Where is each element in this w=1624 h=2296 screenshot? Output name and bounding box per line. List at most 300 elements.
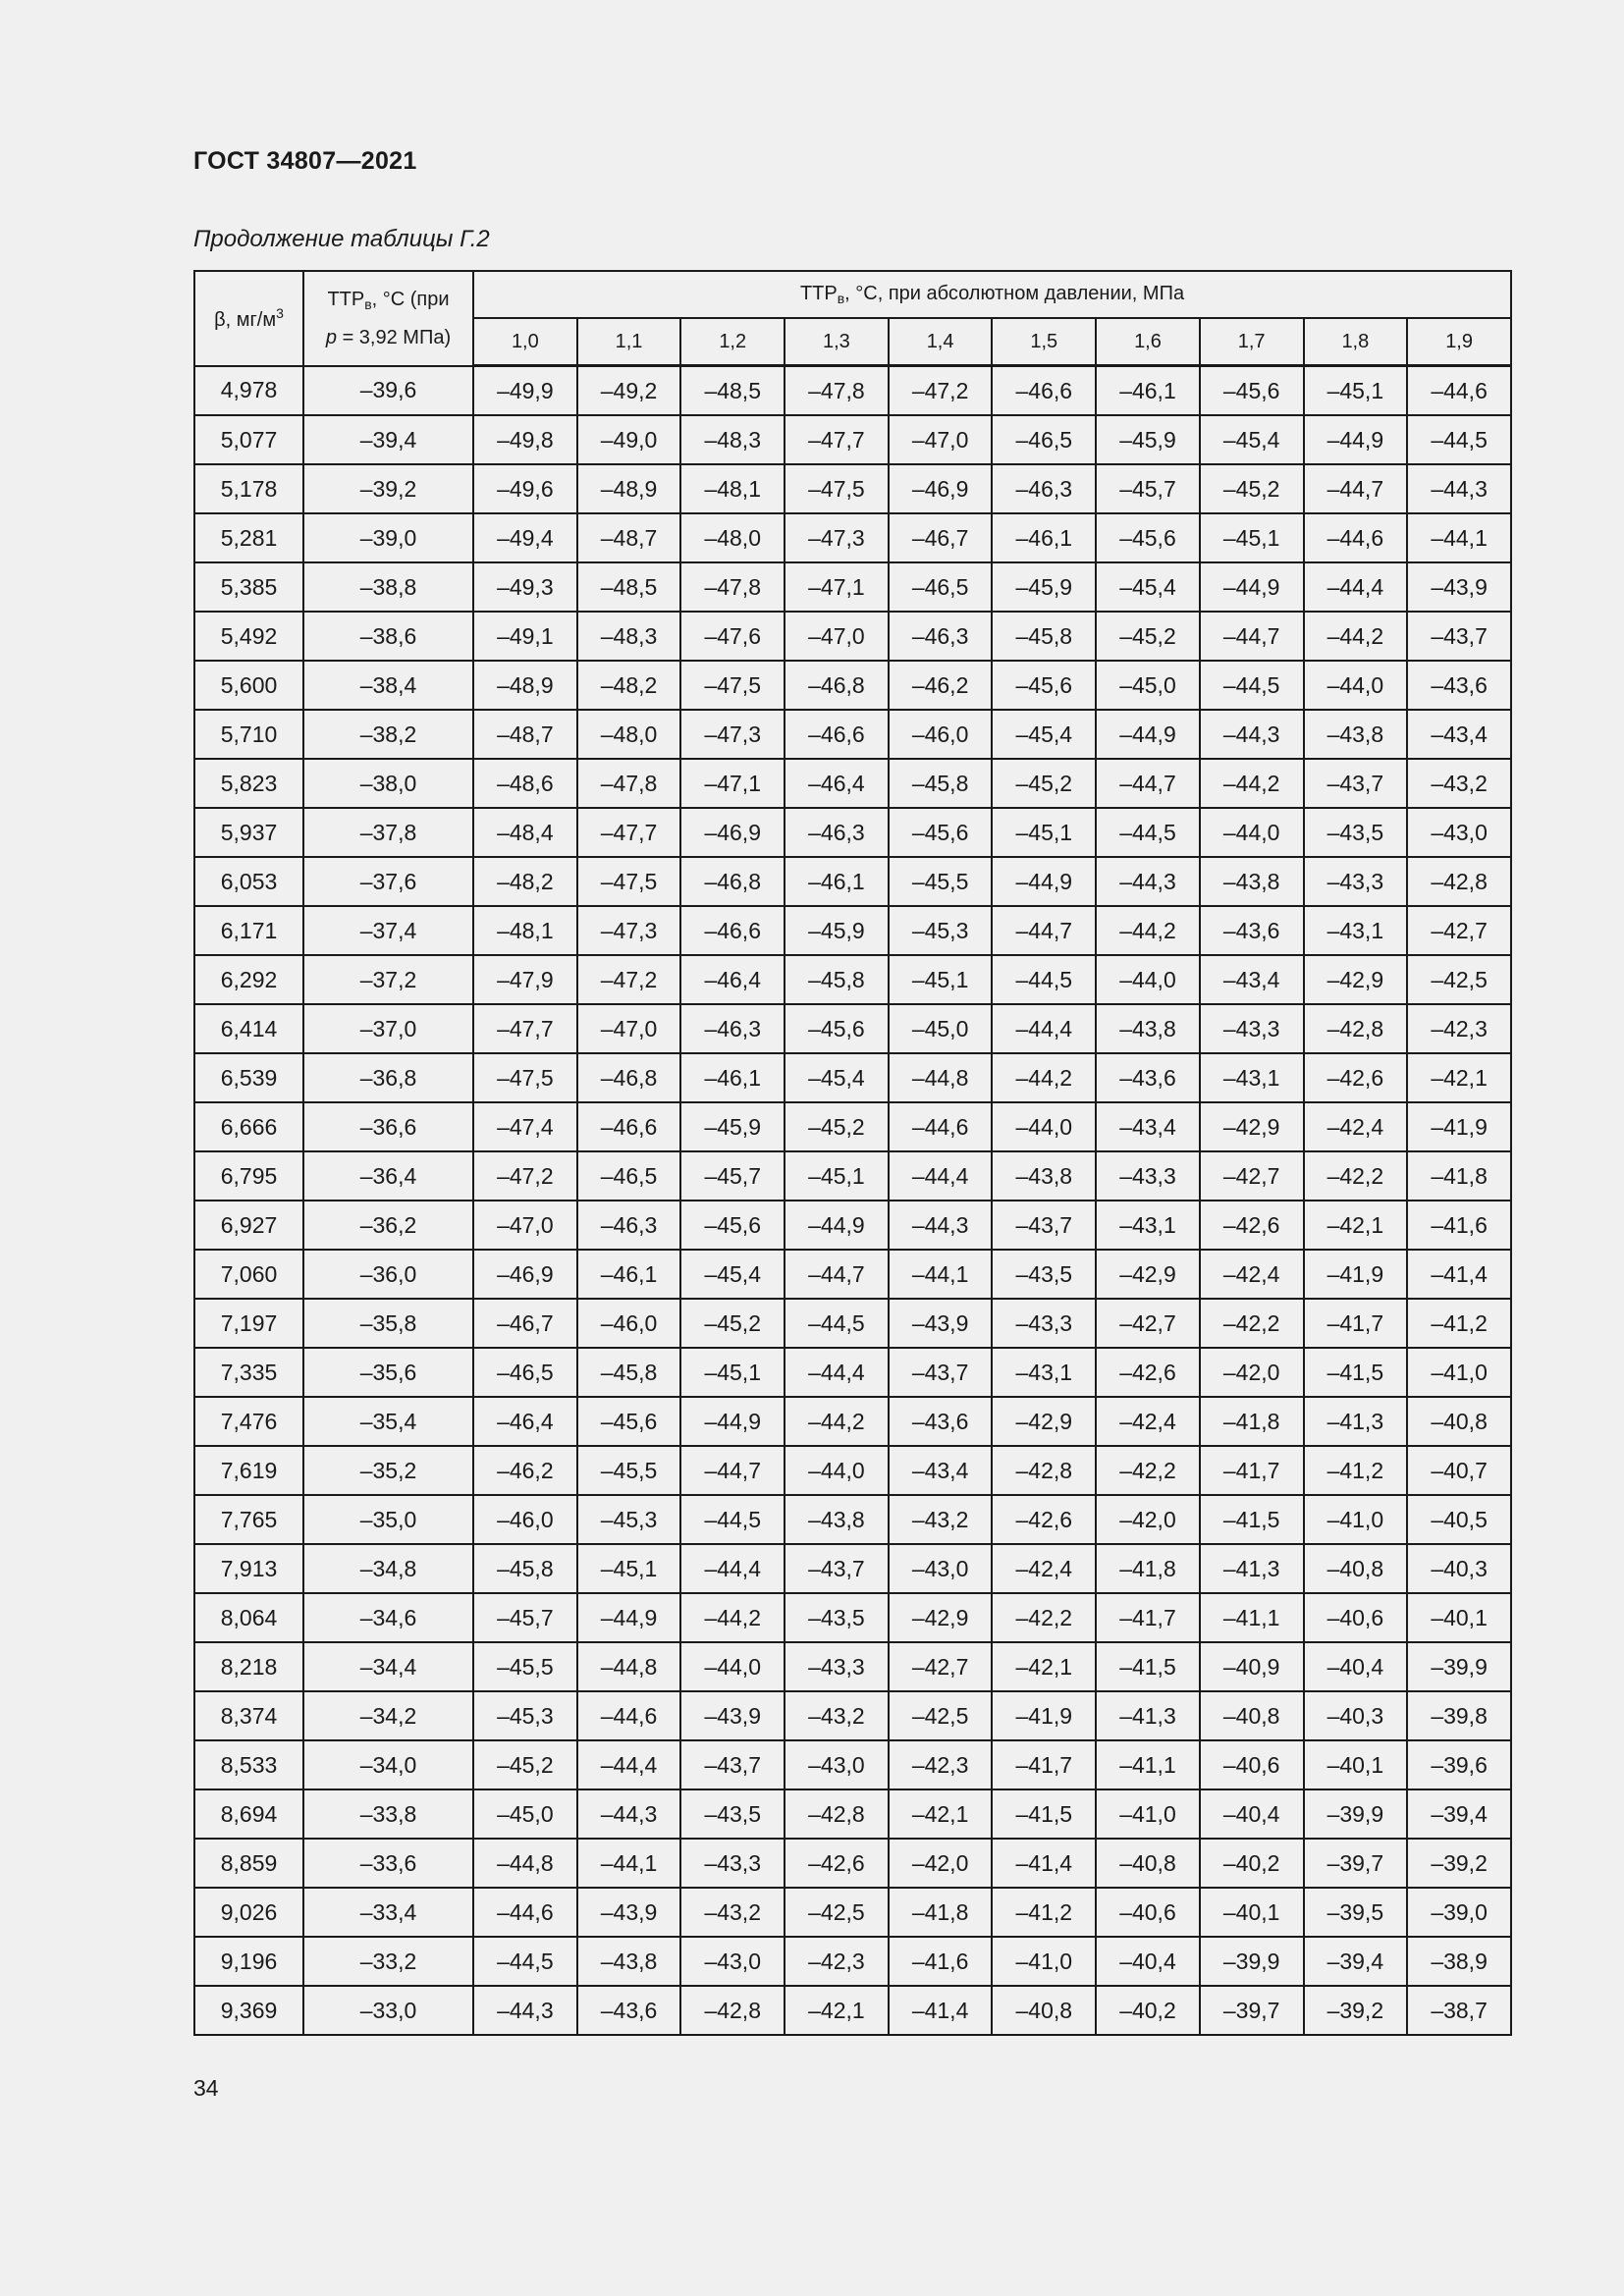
cell-ttp-value: –45,0 bbox=[1096, 661, 1200, 710]
cell-ttp-value: –41,8 bbox=[1096, 1544, 1200, 1593]
cell-ttp-value: –47,8 bbox=[785, 366, 889, 416]
cell-ttp-value: –44,4 bbox=[889, 1151, 993, 1201]
cell-ttp-value: –44,2 bbox=[1304, 612, 1408, 661]
cell-ttp-value: –46,0 bbox=[577, 1299, 681, 1348]
cell-ttp-reference: –34,0 bbox=[303, 1740, 473, 1789]
cell-ttp-value: –44,8 bbox=[577, 1642, 681, 1691]
cell-ttp-value: –40,8 bbox=[1096, 1839, 1200, 1888]
cell-ttp-value: –42,2 bbox=[1096, 1446, 1200, 1495]
cell-ttp-value: –42,0 bbox=[1096, 1495, 1200, 1544]
cell-ttp-reference: –35,6 bbox=[303, 1348, 473, 1397]
cell-ttp-value: –43,3 bbox=[680, 1839, 785, 1888]
cell-ttp-value: –40,8 bbox=[992, 1986, 1096, 2035]
cell-ttp-value: –43,9 bbox=[577, 1888, 681, 1937]
cell-ttp-value: –45,5 bbox=[473, 1642, 577, 1691]
cell-ttp-value: –40,6 bbox=[1200, 1740, 1304, 1789]
cell-ttp-value: –47,4 bbox=[473, 1102, 577, 1151]
cell-ttp-value: –44,6 bbox=[577, 1691, 681, 1740]
cell-ttp-value: –42,6 bbox=[1096, 1348, 1200, 1397]
cell-ttp-value: –45,9 bbox=[992, 562, 1096, 612]
cell-ttp-value: –43,4 bbox=[1096, 1102, 1200, 1151]
table-row bbox=[194, 661, 1511, 710]
cell-ttp-value: –42,9 bbox=[1200, 1102, 1304, 1151]
cell-ttp-value: –42,8 bbox=[785, 1789, 889, 1839]
cell-ttp-value: –45,8 bbox=[577, 1348, 681, 1397]
cell-beta: 7,765 bbox=[194, 1495, 303, 1544]
cell-ttp-value: –43,7 bbox=[785, 1544, 889, 1593]
cell-ttp-value: –41,1 bbox=[1200, 1593, 1304, 1642]
cell-beta: 8,533 bbox=[194, 1740, 303, 1789]
cell-ttp-value: –41,9 bbox=[992, 1691, 1096, 1740]
cell-ttp-value: –46,5 bbox=[577, 1151, 681, 1201]
cell-ttp-value: –43,4 bbox=[889, 1446, 993, 1495]
cell-ttp-value: –45,2 bbox=[992, 759, 1096, 808]
cell-ttp-value: –42,7 bbox=[1407, 906, 1511, 955]
header-pressure-cell: 1,4 bbox=[889, 318, 993, 366]
cell-ttp-value: –43,1 bbox=[992, 1348, 1096, 1397]
cell-ttp-value: –46,4 bbox=[785, 759, 889, 808]
cell-ttp-value: –44,0 bbox=[1304, 661, 1408, 710]
cell-ttp-value: –44,0 bbox=[680, 1642, 785, 1691]
cell-ttp-value: –44,5 bbox=[1096, 808, 1200, 857]
cell-ttp-value: –45,4 bbox=[785, 1053, 889, 1102]
cell-ttp-value: –40,1 bbox=[1200, 1888, 1304, 1937]
cell-ttp-value: –48,7 bbox=[577, 513, 681, 562]
cell-ttp-value: –44,8 bbox=[473, 1839, 577, 1888]
table-row bbox=[194, 1544, 1511, 1593]
cell-ttp-value: –48,3 bbox=[680, 415, 785, 464]
cell-ttp-value: –42,4 bbox=[1304, 1102, 1408, 1151]
cell-ttp-value: –45,1 bbox=[1304, 366, 1408, 416]
cell-ttp-value: –46,5 bbox=[473, 1348, 577, 1397]
cell-ttp-value: –46,1 bbox=[577, 1250, 681, 1299]
cell-ttp-value: –43,0 bbox=[680, 1937, 785, 1986]
cell-ttp-value: –43,0 bbox=[889, 1544, 993, 1593]
cell-ttp-value: –46,4 bbox=[473, 1397, 577, 1446]
cell-ttp-value: –44,5 bbox=[680, 1495, 785, 1544]
cell-ttp-value: –49,0 bbox=[577, 415, 681, 464]
cell-ttp-value: –45,4 bbox=[680, 1250, 785, 1299]
table-row bbox=[194, 955, 1511, 1004]
cell-ttp-value: –47,3 bbox=[785, 513, 889, 562]
cell-beta: 8,218 bbox=[194, 1642, 303, 1691]
cell-ttp-value: –44,9 bbox=[1096, 710, 1200, 759]
cell-ttp-value: –45,4 bbox=[1200, 415, 1304, 464]
cell-ttp-value: –45,8 bbox=[992, 612, 1096, 661]
cell-beta: 8,694 bbox=[194, 1789, 303, 1839]
cell-ttp-value: –43,1 bbox=[1200, 1053, 1304, 1102]
cell-ttp-value: –44,0 bbox=[1200, 808, 1304, 857]
cell-ttp-value: –45,2 bbox=[1200, 464, 1304, 513]
cell-ttp-value: –40,4 bbox=[1304, 1642, 1408, 1691]
cell-ttp-value: –47,1 bbox=[680, 759, 785, 808]
cell-ttp-value: –45,0 bbox=[889, 1004, 993, 1053]
cell-ttp-value: –43,8 bbox=[1304, 710, 1408, 759]
cell-ttp-value: –45,6 bbox=[1200, 366, 1304, 416]
cell-ttp-value: –40,5 bbox=[1407, 1495, 1511, 1544]
cell-ttp-value: –42,3 bbox=[1407, 1004, 1511, 1053]
cell-ttp-reference: –38,2 bbox=[303, 710, 473, 759]
cell-ttp-value: –43,8 bbox=[992, 1151, 1096, 1201]
cell-ttp-value: –49,8 bbox=[473, 415, 577, 464]
cell-ttp-value: –44,4 bbox=[577, 1740, 681, 1789]
cell-ttp-value: –45,6 bbox=[577, 1397, 681, 1446]
table-row bbox=[194, 759, 1511, 808]
cell-ttp-value: –49,3 bbox=[473, 562, 577, 612]
table-caption: Продолжение таблицы Г.2 bbox=[193, 226, 490, 252]
cell-ttp-value: –47,5 bbox=[680, 661, 785, 710]
table-row bbox=[194, 366, 1511, 416]
cell-ttp-value: –44,5 bbox=[992, 955, 1096, 1004]
cell-ttp-value: –47,7 bbox=[577, 808, 681, 857]
cell-ttp-value: –44,5 bbox=[785, 1299, 889, 1348]
cell-ttp-value: –49,4 bbox=[473, 513, 577, 562]
cell-ttp-value: –45,1 bbox=[992, 808, 1096, 857]
cell-ttp-value: –43,9 bbox=[1407, 562, 1511, 612]
table-row bbox=[194, 1201, 1511, 1250]
cell-ttp-reference: –38,6 bbox=[303, 612, 473, 661]
cell-ttp-value: –46,8 bbox=[577, 1053, 681, 1102]
cell-ttp-value: –46,8 bbox=[785, 661, 889, 710]
cell-ttp-value: –43,9 bbox=[680, 1691, 785, 1740]
header-pressure-cell: 1,0 bbox=[473, 318, 577, 366]
table-row bbox=[194, 857, 1511, 906]
cell-ttp-reference: –36,8 bbox=[303, 1053, 473, 1102]
cell-ttp-value: –43,3 bbox=[1200, 1004, 1304, 1053]
cell-ttp-value: –40,6 bbox=[1096, 1888, 1200, 1937]
cell-ttp-reference: –34,8 bbox=[303, 1544, 473, 1593]
cell-ttp-value: –43,5 bbox=[992, 1250, 1096, 1299]
cell-ttp-value: –46,9 bbox=[473, 1250, 577, 1299]
cell-ttp-value: –43,6 bbox=[1096, 1053, 1200, 1102]
cell-ttp-value: –39,7 bbox=[1200, 1986, 1304, 2035]
cell-ttp-value: –42,1 bbox=[889, 1789, 993, 1839]
table-row bbox=[194, 1102, 1511, 1151]
cell-ttp-value: –48,0 bbox=[680, 513, 785, 562]
cell-ttp-value: –47,7 bbox=[785, 415, 889, 464]
cell-ttp-value: –42,7 bbox=[889, 1642, 993, 1691]
cell-ttp-value: –47,3 bbox=[680, 710, 785, 759]
cell-ttp-value: –43,3 bbox=[1096, 1151, 1200, 1201]
cell-ttp-value: –43,2 bbox=[889, 1495, 993, 1544]
cell-ttp-value: –41,5 bbox=[1096, 1642, 1200, 1691]
cell-ttp-value: –42,8 bbox=[992, 1446, 1096, 1495]
cell-ttp-reference: –35,2 bbox=[303, 1446, 473, 1495]
cell-ttp-value: –46,5 bbox=[889, 562, 993, 612]
cell-ttp-value: –44,7 bbox=[992, 906, 1096, 955]
cell-ttp-value: –41,7 bbox=[1304, 1299, 1408, 1348]
cell-ttp-value: –45,2 bbox=[785, 1102, 889, 1151]
cell-beta: 5,492 bbox=[194, 612, 303, 661]
cell-beta: 6,927 bbox=[194, 1201, 303, 1250]
cell-ttp-value: –42,6 bbox=[992, 1495, 1096, 1544]
cell-ttp-value: –43,2 bbox=[785, 1691, 889, 1740]
table-header bbox=[194, 271, 1511, 366]
cell-ttp-value: –45,1 bbox=[680, 1348, 785, 1397]
table-row bbox=[194, 1151, 1511, 1201]
cell-ttp-reference: –34,4 bbox=[303, 1642, 473, 1691]
cell-ttp-value: –46,1 bbox=[992, 513, 1096, 562]
cell-ttp-value: –40,9 bbox=[1200, 1642, 1304, 1691]
cell-ttp-value: –44,9 bbox=[680, 1397, 785, 1446]
cell-ttp-value: –46,9 bbox=[889, 464, 993, 513]
header-row-1 bbox=[194, 271, 1511, 318]
cell-ttp-value: –42,9 bbox=[1304, 955, 1408, 1004]
cell-beta: 6,414 bbox=[194, 1004, 303, 1053]
cell-ttp-value: –45,8 bbox=[473, 1544, 577, 1593]
table-row bbox=[194, 1937, 1511, 1986]
cell-ttp-value: –42,2 bbox=[1200, 1299, 1304, 1348]
cell-ttp-value: –39,0 bbox=[1407, 1888, 1511, 1937]
cell-ttp-value: –44,9 bbox=[785, 1201, 889, 1250]
header-pressure-cell: 1,3 bbox=[785, 318, 889, 366]
cell-ttp-value: –38,7 bbox=[1407, 1986, 1511, 2035]
cell-ttp-value: –48,9 bbox=[577, 464, 681, 513]
cell-ttp-value: –44,6 bbox=[889, 1102, 993, 1151]
cell-ttp-value: –43,6 bbox=[577, 1986, 681, 2035]
table-body bbox=[194, 366, 1511, 2036]
cell-ttp-value: –44,1 bbox=[1407, 513, 1511, 562]
cell-ttp-value: –40,8 bbox=[1407, 1397, 1511, 1446]
cell-ttp-value: –45,8 bbox=[785, 955, 889, 1004]
cell-ttp-reference: –35,0 bbox=[303, 1495, 473, 1544]
page-number: 34 bbox=[193, 2075, 219, 2101]
cell-beta: 6,539 bbox=[194, 1053, 303, 1102]
header-group-suffix: , °С, при абсолютном давлении, МПа bbox=[844, 283, 1185, 304]
cell-ttp-value: –44,3 bbox=[1096, 857, 1200, 906]
cell-ttp-value: –49,2 bbox=[577, 366, 681, 416]
cell-ttp-value: –43,5 bbox=[785, 1593, 889, 1642]
cell-ttp-reference: –37,8 bbox=[303, 808, 473, 857]
header-group-subscript: в bbox=[837, 291, 845, 306]
cell-ttp-value: –47,0 bbox=[577, 1004, 681, 1053]
cell-ttp-value: –42,9 bbox=[992, 1397, 1096, 1446]
cell-ttp-value: –41,0 bbox=[1407, 1348, 1511, 1397]
cell-ttp-value: –45,1 bbox=[577, 1544, 681, 1593]
cell-ttp-value: –41,4 bbox=[889, 1986, 993, 2035]
cell-ttp-value: –42,8 bbox=[1304, 1004, 1408, 1053]
header-pressure-group bbox=[473, 271, 1511, 318]
cell-ttp-value: –42,8 bbox=[680, 1986, 785, 2035]
cell-ttp-value: –44,9 bbox=[1200, 562, 1304, 612]
cell-ttp-value: –44,9 bbox=[1304, 415, 1408, 464]
cell-ttp-value: –39,9 bbox=[1304, 1789, 1408, 1839]
cell-ttp-value: –42,1 bbox=[785, 1986, 889, 2035]
cell-ttp-value: –46,6 bbox=[785, 710, 889, 759]
cell-beta: 8,859 bbox=[194, 1839, 303, 1888]
cell-ttp-reference: –39,0 bbox=[303, 513, 473, 562]
cell-ttp-value: –44,9 bbox=[992, 857, 1096, 906]
header-ttp-subscript: в bbox=[364, 295, 372, 312]
header-beta-label: β, мг/м bbox=[214, 308, 277, 331]
cell-ttp-value: –45,1 bbox=[1200, 513, 1304, 562]
cell-ttp-value: –43,5 bbox=[1304, 808, 1408, 857]
header-pressure-cell: 1,8 bbox=[1304, 318, 1408, 366]
cell-ttp-value: –40,8 bbox=[1200, 1691, 1304, 1740]
cell-ttp-value: –47,0 bbox=[473, 1201, 577, 1250]
header-beta-exponent: 3 bbox=[276, 304, 284, 321]
cell-ttp-value: –46,2 bbox=[473, 1446, 577, 1495]
cell-ttp-value: –44,3 bbox=[577, 1789, 681, 1839]
cell-ttp-value: –41,8 bbox=[1200, 1397, 1304, 1446]
cell-ttp-value: –45,7 bbox=[680, 1151, 785, 1201]
cell-ttp-reference: –39,2 bbox=[303, 464, 473, 513]
header-ttp-pressure: = 3,92 МПа) bbox=[337, 326, 452, 348]
table-row bbox=[194, 464, 1511, 513]
cell-beta: 5,937 bbox=[194, 808, 303, 857]
table-row bbox=[194, 1740, 1511, 1789]
cell-ttp-value: –45,6 bbox=[1096, 513, 1200, 562]
cell-ttp-value: –45,1 bbox=[889, 955, 993, 1004]
cell-ttp-value: –47,5 bbox=[473, 1053, 577, 1102]
cell-ttp-value: –44,2 bbox=[785, 1397, 889, 1446]
header-pressure-cell: 1,9 bbox=[1407, 318, 1511, 366]
cell-ttp-value: –44,5 bbox=[473, 1937, 577, 1986]
cell-beta: 5,178 bbox=[194, 464, 303, 513]
cell-ttp-value: –47,2 bbox=[577, 955, 681, 1004]
cell-ttp-value: –42,9 bbox=[1096, 1250, 1200, 1299]
cell-ttp-value: –42,5 bbox=[1407, 955, 1511, 1004]
cell-ttp-value: –43,8 bbox=[1096, 1004, 1200, 1053]
cell-beta: 9,196 bbox=[194, 1937, 303, 1986]
cell-ttp-reference: –35,8 bbox=[303, 1299, 473, 1348]
cell-beta: 6,795 bbox=[194, 1151, 303, 1201]
cell-ttp-value: –49,9 bbox=[473, 366, 577, 416]
header-pressure-cell: 1,6 bbox=[1096, 318, 1200, 366]
cell-ttp-value: –41,2 bbox=[1407, 1299, 1511, 1348]
cell-ttp-reference: –37,2 bbox=[303, 955, 473, 1004]
cell-ttp-reference: –33,2 bbox=[303, 1937, 473, 1986]
cell-ttp-value: –42,0 bbox=[889, 1839, 993, 1888]
cell-ttp-value: –41,7 bbox=[992, 1740, 1096, 1789]
header-ttp-pressure-var: p bbox=[325, 326, 338, 348]
cell-ttp-value: –40,6 bbox=[1304, 1593, 1408, 1642]
cell-ttp-value: –40,2 bbox=[1096, 1986, 1200, 2035]
cell-ttp-value: –46,1 bbox=[785, 857, 889, 906]
table-row bbox=[194, 1986, 1511, 2035]
cell-ttp-value: –42,3 bbox=[785, 1937, 889, 1986]
cell-ttp-value: –46,3 bbox=[992, 464, 1096, 513]
cell-ttp-value: –42,2 bbox=[992, 1593, 1096, 1642]
cell-ttp-value: –49,1 bbox=[473, 612, 577, 661]
cell-ttp-value: –45,3 bbox=[473, 1691, 577, 1740]
cell-ttp-value: –45,6 bbox=[992, 661, 1096, 710]
cell-ttp-value: –44,2 bbox=[680, 1593, 785, 1642]
cell-ttp-value: –44,6 bbox=[1304, 513, 1408, 562]
table-row bbox=[194, 1446, 1511, 1495]
table-row bbox=[194, 1053, 1511, 1102]
cell-beta: 5,281 bbox=[194, 513, 303, 562]
header-pressure-cell: 1,1 bbox=[577, 318, 681, 366]
cell-ttp-reference: –38,4 bbox=[303, 661, 473, 710]
cell-beta: 4,978 bbox=[194, 366, 303, 416]
cell-beta: 8,374 bbox=[194, 1691, 303, 1740]
cell-ttp-reference: –36,0 bbox=[303, 1250, 473, 1299]
cell-ttp-value: –44,7 bbox=[785, 1250, 889, 1299]
table-row bbox=[194, 1593, 1511, 1642]
cell-ttp-value: –48,9 bbox=[473, 661, 577, 710]
cell-ttp-reference: –37,0 bbox=[303, 1004, 473, 1053]
cell-ttp-value: –44,7 bbox=[1304, 464, 1408, 513]
cell-ttp-value: –44,2 bbox=[992, 1053, 1096, 1102]
cell-ttp-value: –43,8 bbox=[577, 1937, 681, 1986]
cell-ttp-value: –45,0 bbox=[473, 1789, 577, 1839]
cell-beta: 7,476 bbox=[194, 1397, 303, 1446]
cell-ttp-value: –43,4 bbox=[1407, 710, 1511, 759]
cell-ttp-value: –43,1 bbox=[1304, 906, 1408, 955]
cell-ttp-reference: –37,6 bbox=[303, 857, 473, 906]
table-row bbox=[194, 808, 1511, 857]
cell-ttp-value: –41,4 bbox=[1407, 1250, 1511, 1299]
cell-ttp-value: –42,5 bbox=[785, 1888, 889, 1937]
cell-ttp-value: –44,3 bbox=[473, 1986, 577, 2035]
cell-ttp-value: –39,4 bbox=[1304, 1937, 1408, 1986]
table-row bbox=[194, 1642, 1511, 1691]
cell-ttp-value: –41,3 bbox=[1304, 1397, 1408, 1446]
cell-beta: 7,335 bbox=[194, 1348, 303, 1397]
cell-ttp-value: –46,8 bbox=[680, 857, 785, 906]
cell-ttp-value: –42,6 bbox=[1200, 1201, 1304, 1250]
cell-ttp-value: –41,6 bbox=[1407, 1201, 1511, 1250]
cell-ttp-value: –41,7 bbox=[1096, 1593, 1200, 1642]
cell-ttp-value: –39,2 bbox=[1304, 1986, 1408, 2035]
cell-ttp-value: –47,1 bbox=[785, 562, 889, 612]
cell-ttp-value: –47,5 bbox=[785, 464, 889, 513]
cell-ttp-value: –43,2 bbox=[680, 1888, 785, 1937]
cell-ttp-reference: –38,0 bbox=[303, 759, 473, 808]
cell-beta: 6,666 bbox=[194, 1102, 303, 1151]
cell-ttp-value: –43,2 bbox=[1407, 759, 1511, 808]
cell-ttp-value: –46,1 bbox=[680, 1053, 785, 1102]
cell-ttp-value: –44,2 bbox=[1200, 759, 1304, 808]
cell-ttp-value: –45,5 bbox=[889, 857, 993, 906]
cell-ttp-value: –45,6 bbox=[680, 1201, 785, 1250]
cell-ttp-value: –43,7 bbox=[889, 1348, 993, 1397]
cell-ttp-value: –46,2 bbox=[889, 661, 993, 710]
cell-beta: 8,064 bbox=[194, 1593, 303, 1642]
table-row bbox=[194, 415, 1511, 464]
table-row bbox=[194, 513, 1511, 562]
cell-ttp-value: –49,6 bbox=[473, 464, 577, 513]
cell-ttp-value: –44,4 bbox=[785, 1348, 889, 1397]
cell-ttp-value: –44,4 bbox=[1304, 562, 1408, 612]
cell-ttp-value: –44,7 bbox=[680, 1446, 785, 1495]
cell-ttp-reference: –33,4 bbox=[303, 1888, 473, 1937]
cell-ttp-value: –46,6 bbox=[992, 366, 1096, 416]
header-ttp-prefix: ТТР bbox=[327, 288, 365, 310]
cell-beta: 7,913 bbox=[194, 1544, 303, 1593]
cell-ttp-value: –40,3 bbox=[1407, 1544, 1511, 1593]
table-row bbox=[194, 1397, 1511, 1446]
table-row bbox=[194, 1004, 1511, 1053]
cell-ttp-value: –44,1 bbox=[889, 1250, 993, 1299]
cell-ttp-reference: –34,2 bbox=[303, 1691, 473, 1740]
table-row bbox=[194, 1789, 1511, 1839]
cell-ttp-value: –47,9 bbox=[473, 955, 577, 1004]
cell-ttp-value: –48,1 bbox=[473, 906, 577, 955]
cell-ttp-reference: –36,6 bbox=[303, 1102, 473, 1151]
cell-ttp-value: –45,4 bbox=[1096, 562, 1200, 612]
cell-ttp-value: –44,6 bbox=[1407, 366, 1511, 416]
cell-ttp-value: –48,0 bbox=[577, 710, 681, 759]
cell-ttp-value: –45,5 bbox=[577, 1446, 681, 1495]
cell-beta: 9,026 bbox=[194, 1888, 303, 1937]
cell-ttp-value: –46,3 bbox=[889, 612, 993, 661]
cell-ttp-value: –41,7 bbox=[1200, 1446, 1304, 1495]
cell-ttp-value: –43,7 bbox=[1304, 759, 1408, 808]
cell-ttp-value: –40,4 bbox=[1200, 1789, 1304, 1839]
cell-ttp-reference: –39,4 bbox=[303, 415, 473, 464]
